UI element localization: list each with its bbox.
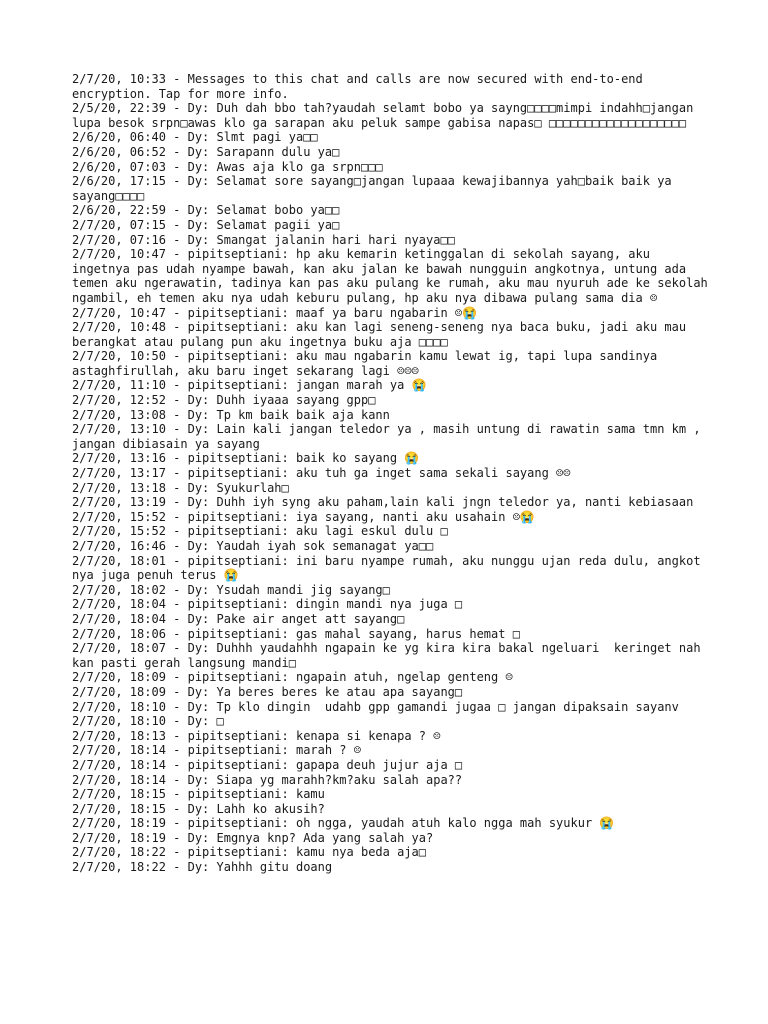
chat-line: 2/6/20, 22:59 - Dy: Selamat bobo ya□□: [72, 203, 340, 218]
chat-line: 2/7/20, 18:04 - pipitseptiani: dingin mandi nya juga □: [72, 597, 463, 612]
chat-line: 2/7/20, 18:07 - Dy: Duhhh yaudahhh ngapain ke yg kira kira bakal ngeluari keringet nah kan pasti gerah langsung mandi□: [72, 641, 708, 670]
chat-line: 2/7/20, 18:15 - pipitseptiani: kamu: [72, 787, 325, 802]
chat-line: 2/7/20, 18:15 - Dy: Lahh ko akusih?: [72, 801, 325, 816]
chat-line: 2/7/20, 13:08 - Dy: Tp km baik baik aja kann: [72, 407, 390, 422]
chat-line: 2/7/20, 18:14 - pipitseptiani: gapapa deuh jujur aja □: [72, 757, 463, 772]
chat-line: 2/7/20, 13:16 - pipitseptiani: baik ko sayang 😭: [72, 451, 420, 466]
chat-line: 2/7/20, 13:10 - Dy: Lain kali jangan teledor ya , masih untung di rawatin sama tmn km , jangan dibiasain ya sayang: [72, 422, 708, 451]
chat-line: 2/7/20, 13:17 - pipitseptiani: aku tuh ga inget sama sekali sayang ☹☹: [72, 466, 571, 481]
chat-line: 2/6/20, 06:40 - Dy: Slmt pagi ya□□: [72, 130, 318, 145]
chat-line: 2/7/20, 12:52 - Dy: Duhh iyaaa sayang gpp□: [72, 393, 376, 408]
chat-line: 2/7/20, 18:06 - pipitseptiani: gas mahal sayang, harus hemat □: [72, 626, 520, 641]
chat-line: 2/7/20, 18:01 - pipitseptiani: ini baru nyampe rumah, aku nunggu ujan reda dulu, angkot nya juga penuh terus 😭: [72, 553, 708, 583]
chat-line: 2/7/20, 18:22 - Dy: Yahhh gitu doang: [72, 860, 333, 875]
chat-line: 2/7/20, 13:18 - Dy: Syukurlah□: [72, 480, 289, 495]
document-page: [72, 72, 715, 875]
chat-line: 2/7/20, 10:50 - pipitseptiani: aku mau ngabarin kamu lewat ig, tapi lupa sandinya astaghfirullah, aku baru inget sekarang lagi ☹☹☹: [72, 349, 665, 378]
chat-line: 2/7/20, 15:52 - pipitseptiani: aku lagi eskul dulu □: [72, 524, 448, 539]
chat-line: 2/7/20, 07:15 - Dy: Selamat pagii ya□: [72, 217, 340, 232]
chat-line: 2/7/20, 18:09 - pipitseptiani: ngapain atuh, ngelap genteng ☹: [72, 670, 513, 685]
chat-line: 2/7/20, 10:48 - pipitseptiani: aku kan lagi seneng-seneng nya baca buku, jadi aku mau berangkat atau pulang pun aku ingetnya buku aja □□□□: [72, 320, 694, 349]
chat-line: 2/7/20, 18:14 - Dy: Siapa yg marahh?km?aku salah apa??: [72, 772, 463, 787]
chat-line: 2/7/20, 10:47 - pipitseptiani: maaf ya baru ngabarin ☹😭: [72, 305, 478, 320]
chat-line: 2/7/20, 18:13 - pipitseptiani: kenapa si kenapa ? ☹: [72, 728, 441, 743]
chat-line: 2/7/20, 18:14 - pipitseptiani: marah ? ☹: [72, 743, 361, 758]
chat-line: 2/7/20, 18:10 - Dy: Tp klo dingin udahb gpp gamandi jugaa □ jangan dipaksain sayanv: [72, 699, 679, 714]
chat-line: 2/7/20, 13:19 - Dy: Duhh iyh syng aku paham,lain kali jngn teledor ya, nanti kebiasaan: [72, 495, 694, 510]
chat-line: 2/7/20, 18:19 - Dy: Emgnya knp? Ada yang salah ya?: [72, 830, 434, 845]
chat-line: 2/5/20, 22:39 - Dy: Duh dah bbo tah?yaudah selamt bobo ya sayng□□□□mimpi indahh□jangan lupa besok srpn□awas klo ga sarapan aku peluk sampe gabisa napas□ □□□□□□□□□□□□□□□□□□□: [72, 101, 701, 130]
chat-line: 2/7/20, 18:10 - Dy: □: [72, 714, 224, 729]
chat-line: 2/7/20, 18:19 - pipitseptiani: oh ngga, yaudah atuh kalo ngga mah syukur 😭: [72, 816, 615, 831]
chat-line: 2/7/20, 18:09 - Dy: Ya beres beres ke atau apa sayang□: [72, 684, 463, 699]
chat-line: 2/7/20, 18:22 - pipitseptiani: kamu nya beda aja□: [72, 845, 427, 860]
chat-line: 2/7/20, 10:47 - pipitseptiani: hp aku kemarin ketinggalan di sekolah sayang, aku ingetnya pas udah nyampe bawah, kan aku jalan ke bawah nungguin angkotnya, untung ada temen aku ngerawatin, tadinya kan pas aku pulang ke rumah, aku mau nyuruh ade ke sekolah ngambil, eh temen aku nya udah keburu pulang, hp aku nya dibawa pulang sama dia ☹: [72, 247, 715, 305]
chat-log: [72, 72, 715, 875]
chat-line: 2/7/20, 11:10 - pipitseptiani: jangan marah ya 😭: [72, 378, 427, 393]
chat-line: 2/6/20, 07:03 - Dy: Awas aja klo ga srpn□□□: [72, 159, 383, 174]
chat-line: 2/7/20, 07:16 - Dy: Smangat jalanin hari hari nyaya□□: [72, 232, 455, 247]
chat-line: 2/6/20, 06:52 - Dy: Sarapann dulu ya□: [72, 144, 340, 159]
chat-line: 2/7/20, 18:02 - Dy: Ysudah mandi jig sayang□: [72, 582, 390, 597]
chat-line: 2/7/20, 15:52 - pipitseptiani: iya sayang, nanti aku usahain ☹😭: [72, 509, 535, 524]
chat-line: 2/7/20, 10:33 - Messages to this chat and calls are now secured with end-to-end encryption. Tap for more info.: [72, 72, 650, 101]
chat-line: 2/7/20, 18:04 - Dy: Pake air anget att sayang□: [72, 611, 405, 626]
chat-line: 2/7/20, 16:46 - Dy: Yaudah iyah sok semanagat ya□□: [72, 539, 434, 553]
chat-line: 2/6/20, 17:15 - Dy: Selamat sore sayang□jangan lupaaa kewajibannya yah□baik baik ya sayang□□□□: [72, 174, 679, 203]
